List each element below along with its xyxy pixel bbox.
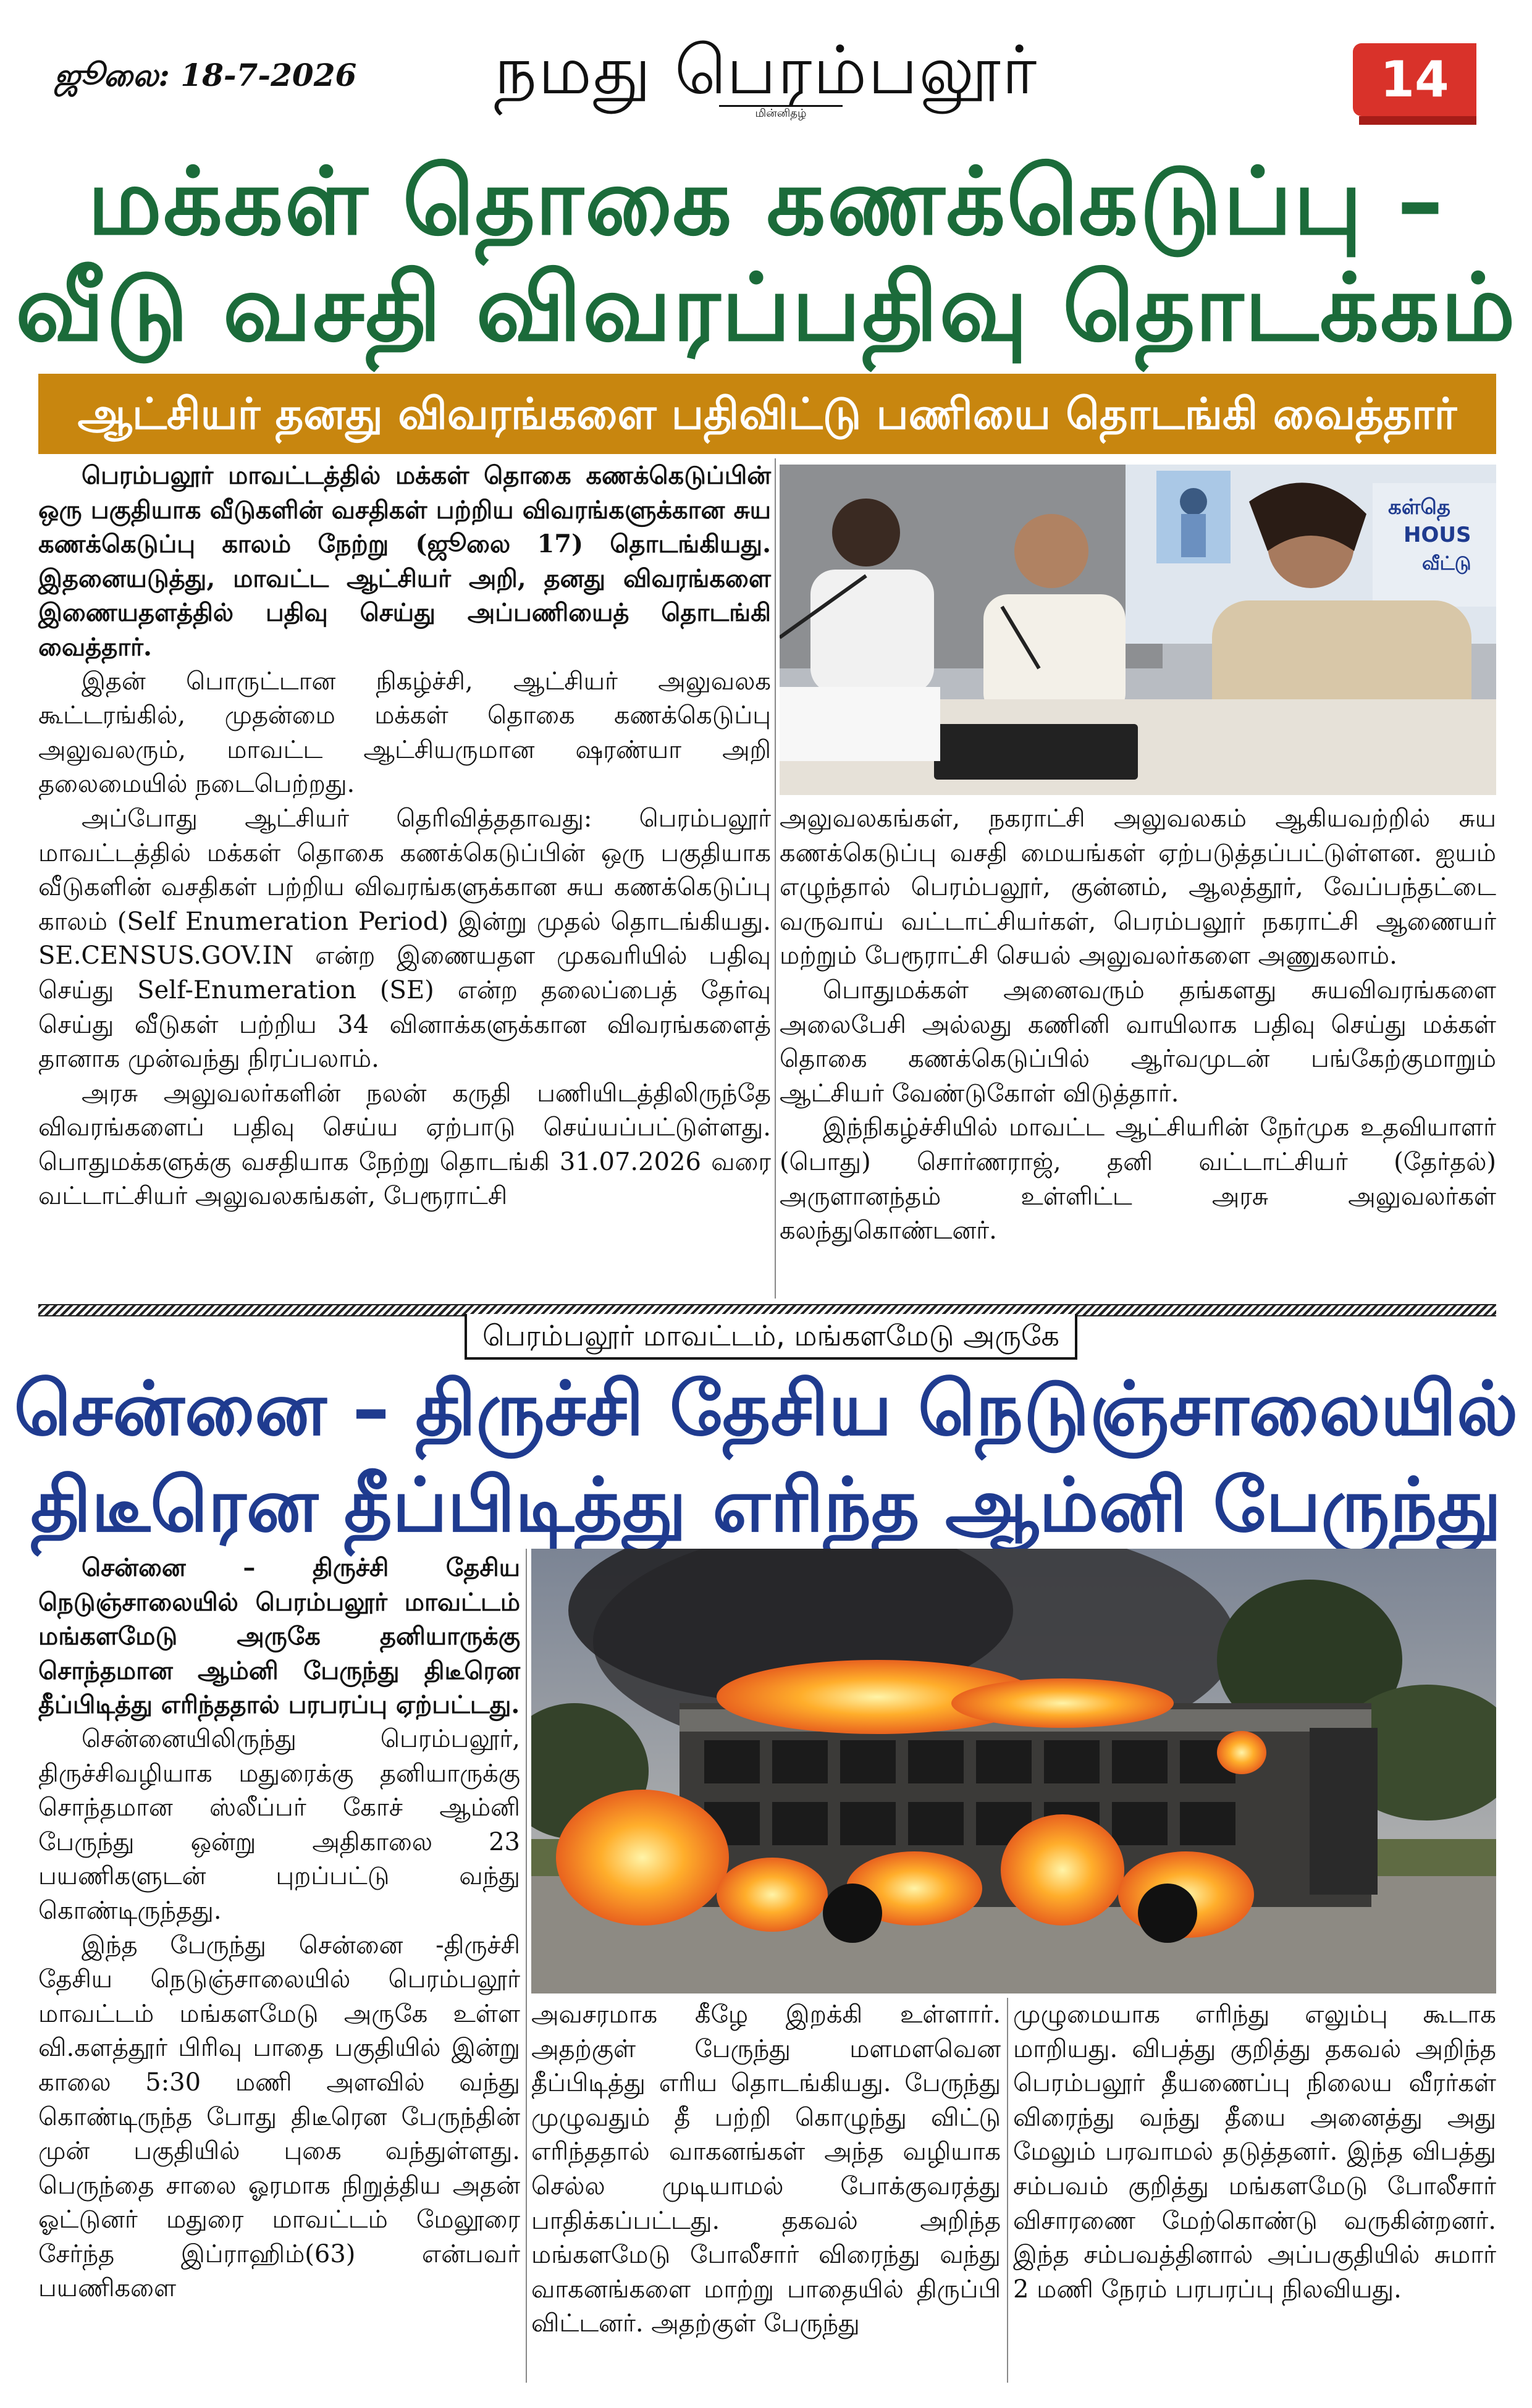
story1-paragraph: இதன் பொருட்டான நிகழ்ச்சி, ஆட்சியர் அலுவலக கூட்டரங்கில், முதன்மை மக்கள் தொகை கணக்கெடுப்பு அலுவலரும், மாவட்ட ஆட்சியருமான ஷரண்யா அறி தலைமையில் நடைபெற்றது.: [38, 667, 771, 799]
story1-paragraph: அரசு அலுவலர்களின் நலன் கருதி பணியிடத்திலிருந்தே விவரங்களைப் பதிவு செய்ய ஏற்பாடு செய்யப்பட்டுள்ளது. பொதுமக்களுக்கு வசதியாக நேற்று தொடங்கி 31.07.2026 வரை வட்டாட்சியர் அலுவலகங்கள், பேரூராட்சி: [38, 1079, 771, 1211]
story2-location-tag: பெரம்பலூர் மாவட்டம், மங்களமேடு அருகே: [465, 1314, 1077, 1360]
story1-paragraph: அப்போது ஆட்சியர் தெரிவித்ததாவது: பெரம்பலூர் மாவட்டத்தில் மக்கள் தொகை கணக்கெடுப்பின் ஒரு பகுதியாக வீடுகளின் வசதிகள் பற்றிய விவரங்களுக்கான சுய கணக்கெடுப்பு காலம் (Self Enumeration Period) இன்று முதல் தொடங்கியது. SE.CENSUS.GOV.IN என்ற இணையதள முகவரியில் பதிவு செய்து Self-Enumeration (SE) என்ற தலைப்பைத் தேர்வு செய்து வீடுகள் பற்றிய 34 வினாக்களுக்கான விவரங்களைத் தானாக முன்வந்து நிரப்பலாம்.: [38, 804, 771, 1074]
story2-lead-paragraph: சென்னை – திருச்சி தேசிய நெடுஞ்சாலையில் பெரம்பலூர் மாவட்டம் மங்களமேடு அருகே தனியாருக்கு சொந்தமான ஆம்னி பேருந்து திடீரென தீப்பிடித்து எரிந்ததால் பரபரப்பு ஏற்பட்டது.: [38, 1553, 520, 1720]
story2-headline-line1: சென்னை – திருச்சி தேசிய நெடுஞ்சாலையில்: [14, 1366, 1518, 1452]
census-launch-photo: [780, 465, 1496, 795]
story1-left-column: [38, 458, 771, 1214]
story1-right-column: [780, 802, 1496, 1248]
story1-lead-paragraph: பெரம்பலூர் மாவட்டத்தில் மக்கள் தொகை கணக்கெடுப்பின் ஒரு பகுதியாக வீடுகளின் வசதிகள் பற்றிய விவரங்களுக்கான சுய கணக்கெடுப்பு காலம் நேற்று (ஜூலை 17) தொடங்கியது. இதனையடுத்து, மாவட்ட ஆட்சியர் அறி, தனது விவரங்களை இணையதளத்தில் பதிவு செய்து அப்பணியைத் தொடங்கி வைத்தார்.: [38, 461, 771, 662]
story2-column-1: [38, 1551, 520, 2306]
story1-subheadline: ஆட்சியர் தனது விவரங்களை பதிவிட்டு பணியை தொடங்கி வைத்தார்: [38, 374, 1496, 454]
column-rule: [775, 458, 776, 1299]
story2-column-2: [531, 1998, 1001, 2341]
screen-text: வீட்டு: [1422, 553, 1471, 575]
page-number-badge: 14: [1353, 43, 1476, 116]
story2-paragraph: முழுமையாக எரிந்து எலும்பு கூடாக மாறியது. விபத்து குறித்து தகவல் அறிந்த பெரம்பலூர் தீயணைப்பு நிலைய வீரர்கள் விரைந்து வந்து தீயை அனைத்து அது மேலும் பரவாமல் தடுத்தனர். இந்த விபத்து சம்பவம் குறித்து மங்களமேடு போலீசார் விசாரணை மேற்கொண்டு வருகின்றனர். இந்த சம்பவத்தினால் அப்பகுதியில் சுமார் 2 மணி நேரம் பரபரப்பு நிலவியது.: [1013, 2000, 1496, 2304]
story1-paragraph: அலுவலகங்கள், நகராட்சி அலுவலகம் ஆகியவற்றில் சுய கணக்கெடுப்பு வசதி மையங்கள் ஏற்படுத்தப்பட்டுள்ளன. ஐயம் எழுந்தால் பெரம்பலூர், குன்னம், ஆலத்தூர், வேப்பந்தட்டை வருவாய் வட்டாட்சியர்கள், பெரம்பலூர் நகராட்சி ஆணையர் மற்றும் பேரூராட்சி செயல் அலுவலர்களை அணுகலாம்.: [780, 804, 1496, 970]
story1-headline-line2: வீடு வசதி விவரப்பதிவு தொடக்கம்: [15, 255, 1517, 362]
screen-text: கள்தெ: [1388, 495, 1451, 520]
column-rule: [526, 1549, 527, 2383]
story2-paragraph: இந்த பேருந்து சென்னை -திருச்சி தேசிய நெடுஞ்சாலையில் பெரம்பலூர் மாவட்டம் மங்களமேடு அருகே உள்ள வி.களத்தூர் பிரிவு பாதை பகுதியில் இன்று காலை 5:30 மணி அளவில் வந்து கொண்டிருந்த போது திடீரென பேருந்தின் முன் பகுதியில் புகை வந்துள்ளது. பெருந்தை சாலை ஓரமாக நிறுத்திய அதன் ஓட்டுனர் மதுரை மாவட்டம் மேலூரை சேர்ந்த இப்ராஹிம்(63) என்பவர் பயணிகளை: [38, 1930, 520, 2303]
story2-column-3: [1013, 1998, 1496, 2307]
story2-headline-line2: திடீரென தீப்பிடித்து எரிந்த ஆம்னி பேருந்து: [30, 1463, 1502, 1549]
screen-text: HOUS: [1404, 523, 1471, 547]
masthead-subtitle: மின்னிதழ்: [719, 105, 843, 123]
masthead-title: நமது பெரம்பலூர்: [494, 32, 1038, 109]
story1-paragraph: இந்நிகழ்ச்சியில் மாவட்ட ஆட்சியரின் நேர்முக உதவியாளர் (பொது) சொர்ணராஜ், தனி வட்டாட்சியர் (தேர்தல்) அருளானந்தம் உள்ளிட்ட அரசு அலுவலர்கள் கலந்துகொண்டனர்.: [780, 1113, 1496, 1245]
story2-photo: [531, 1549, 1496, 1993]
page-badge-shadow: [1359, 116, 1476, 125]
story2-paragraph: சென்னையிலிருந்து பெரம்பலூர், திருச்சிவழியாக மதுரைக்கு தனியாருக்கு சொந்தமான ஸ்லீப்பர் கோச் ஆம்னி பேருந்து ஒன்று அதிகாலை 23 பயணிகளுடன் புறப்பட்டு வந்து கொண்டிருந்தது.: [38, 1724, 520, 1925]
story1-headline-line1: மக்கள் தொகை கணக்கெடுப்பு –: [87, 148, 1445, 256]
story1-photo: [780, 465, 1496, 795]
issue-date: ஜூலை: 18-7-2026: [54, 57, 357, 93]
burning-bus-photo: [531, 1549, 1496, 1993]
story2-paragraph: அவசரமாக கீழே இறக்கி உள்ளார். அதற்குள் பேருந்து மளமளவென தீப்பிடித்து எரிய தொடங்கியது. பேருந்து முழுவதும் தீ பற்றி கொழுந்து விட்டு எரிந்ததால் வாகனங்கள் அந்த வழியாக செல்ல முடியாமல் போக்குவரத்து பாதிக்கப்பட்டது. தகவல் அறிந்த மங்களமேடு போலீசார் விரைந்து வந்து வாகனங்களை மாற்று பாதையில் திருப்பி விட்டனர். அதற்குள் பேருந்து: [531, 2000, 1001, 2338]
story1-paragraph: பொதுமக்கள் அனைவரும் தங்களது சுயவிவரங்களை அலைபேசி அல்லது கணினி வாயிலாக பதிவு செய்து மக்கள் தொகை கணக்கெடுப்பில் ஆர்வமுடன் பங்கேற்குமாறும் ஆட்சியர் வேண்டுகோள் விடுத்தார்.: [780, 975, 1496, 1108]
column-rule: [1007, 1998, 1008, 2383]
